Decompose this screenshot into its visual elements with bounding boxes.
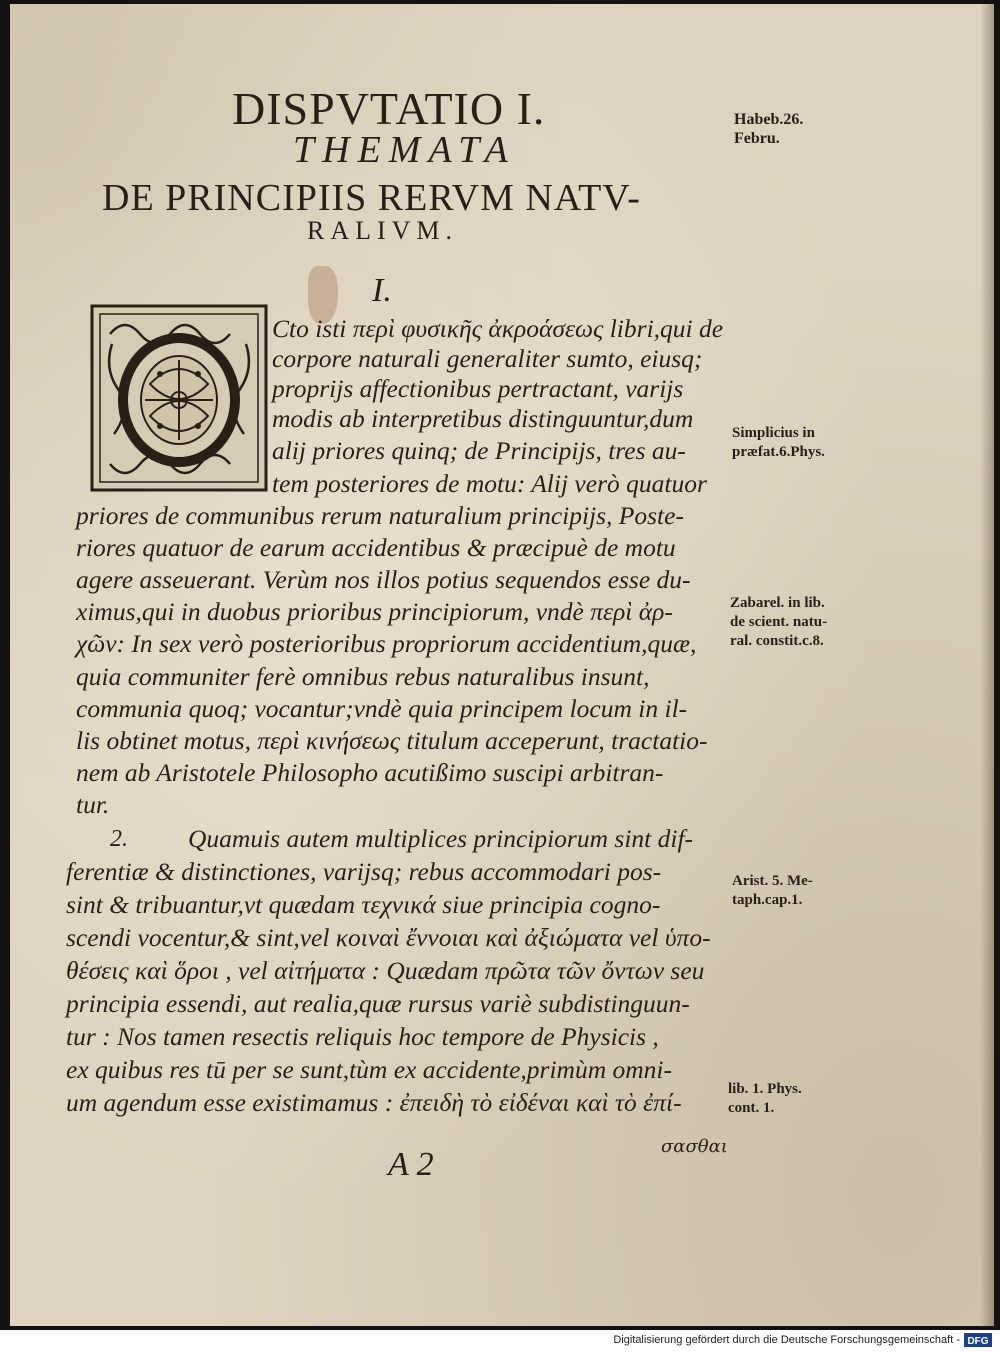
text-line: nem ab Aristotele Philosopho acutißimo suscipi arbitran- [76,758,664,787]
margin-note-line: Arist. 5. Me- [732,873,813,889]
margin-note-date [734,110,803,148]
margin-note-line: taph.cap.1. [732,892,803,908]
text-line: alij priores quinq; de Principijs, tres au- [272,436,686,465]
margin-note-line: præfat.6.Phys. [732,444,825,460]
margin-note-line: lib. 1. Phys. [728,1081,802,1097]
text-line: ferentiæ & distinctiones, varijsq; rebus accommodari pos- [66,857,662,886]
margin-note-line: ral. constit.c.8. [730,633,824,649]
text-line: riores quatuor de earum accidentibus & præcipuè de motu [76,533,676,562]
text-line: quia communiter ferè omnibus rebus naturalibus insunt, [76,662,650,691]
text-line: corpore naturali generaliter sumto, eiusq; [272,344,703,373]
text-line: ex quibus res tū per se sunt,tùm ex accidente,primùm omni- [66,1055,672,1084]
text-line: sint & tribuantur,vt quædam τεχνικά siue principia cogno- [66,890,661,919]
text-line: tur : Nos tamen resectis reliquis hoc tempore de Physicis , [66,1022,659,1051]
ornamental-initial-o-icon [90,304,268,492]
text-line: scendi vocentur,& sint,vel κοιναὶ ἔννοιαι καὶ ἀξιώματα vel ὑπο- [66,923,711,952]
margin-note-physics [728,1080,802,1118]
book-page [10,4,994,1326]
margin-note-zabarel [730,594,827,651]
text-line: tur. [76,790,110,819]
text-line: agere asseuerant. Verùm nos illos potius sequendos esse du- [76,565,691,594]
heading-disputatio: DISPVTATIO I. [232,83,546,134]
margin-note-aristotle [732,872,813,910]
signature-mark: A 2 [388,1146,434,1183]
heading-title-line2: RALIVM. [307,216,459,245]
margin-note-line: Habeb.26. [734,111,804,128]
dfg-logo-text: DFG [967,1336,989,1347]
text-line: lis obtinet motus, περὶ κινήσεως titulum acceperunt, tractatio- [76,726,708,755]
text-line: Cto isti περὶ φυσικῆς ἀκροάσεως libri,qui de [272,314,724,343]
text-line: modis ab interpretibus distinguuntur,dum [272,404,694,433]
text-line: ximus,qui in duobus prioribus principiorum, vndè περὶ ἀρ- [76,597,673,626]
heading-title-line1: DE PRINCIPIIS RERVM NATV- [102,177,641,219]
margin-note-line: cont. 1. [728,1100,775,1116]
margin-note-line: Simplicius in [732,425,815,441]
text-line: θέσεις καὶ ὅροι , vel αἰτήματα : Quædam πρῶτα τῶν ὄντων seu [66,956,705,985]
dfg-logo-icon [964,1333,992,1347]
text-line: Quamuis autem multiplices principiorum sint dif- [188,824,694,853]
margin-note-line: de scient. natu- [730,614,828,630]
margin-note-line: Febru. [734,130,780,147]
heading-themata: THEMATA [293,129,516,171]
paragraph-number: 2. [110,826,128,852]
text-line: proprijs affectionibus pertractant, varijs [272,374,684,403]
text-line: communia quoq; vocantur;vndè quia principem locum in il- [76,694,688,723]
margin-note-simplicius [732,424,825,462]
digitization-credit: Digitalisierung gefördert durch die Deutsche Forschungsgemeinschaft - [613,1334,960,1346]
section-number: I. [372,272,392,309]
text-line: priores de communibus rerum naturalium principijs, Poste- [76,501,684,530]
catchword: σασθαι [661,1136,728,1157]
text-line: tem posteriores de motu: Alij verò quatuor [272,469,707,498]
margin-note-line: Zabarel. in lib. [730,595,825,611]
text-line: principia essendi, aut realia,quæ rursus variè subdistinguun- [66,989,690,1018]
text-line: χῶν: In sex verò posterioribus propriorum accidentium,quæ, [76,629,697,658]
text-line: um agendum esse existimamus : ἐπειδὴ τὸ εἰδέναι καὶ τὸ ἐπί- [66,1088,682,1117]
